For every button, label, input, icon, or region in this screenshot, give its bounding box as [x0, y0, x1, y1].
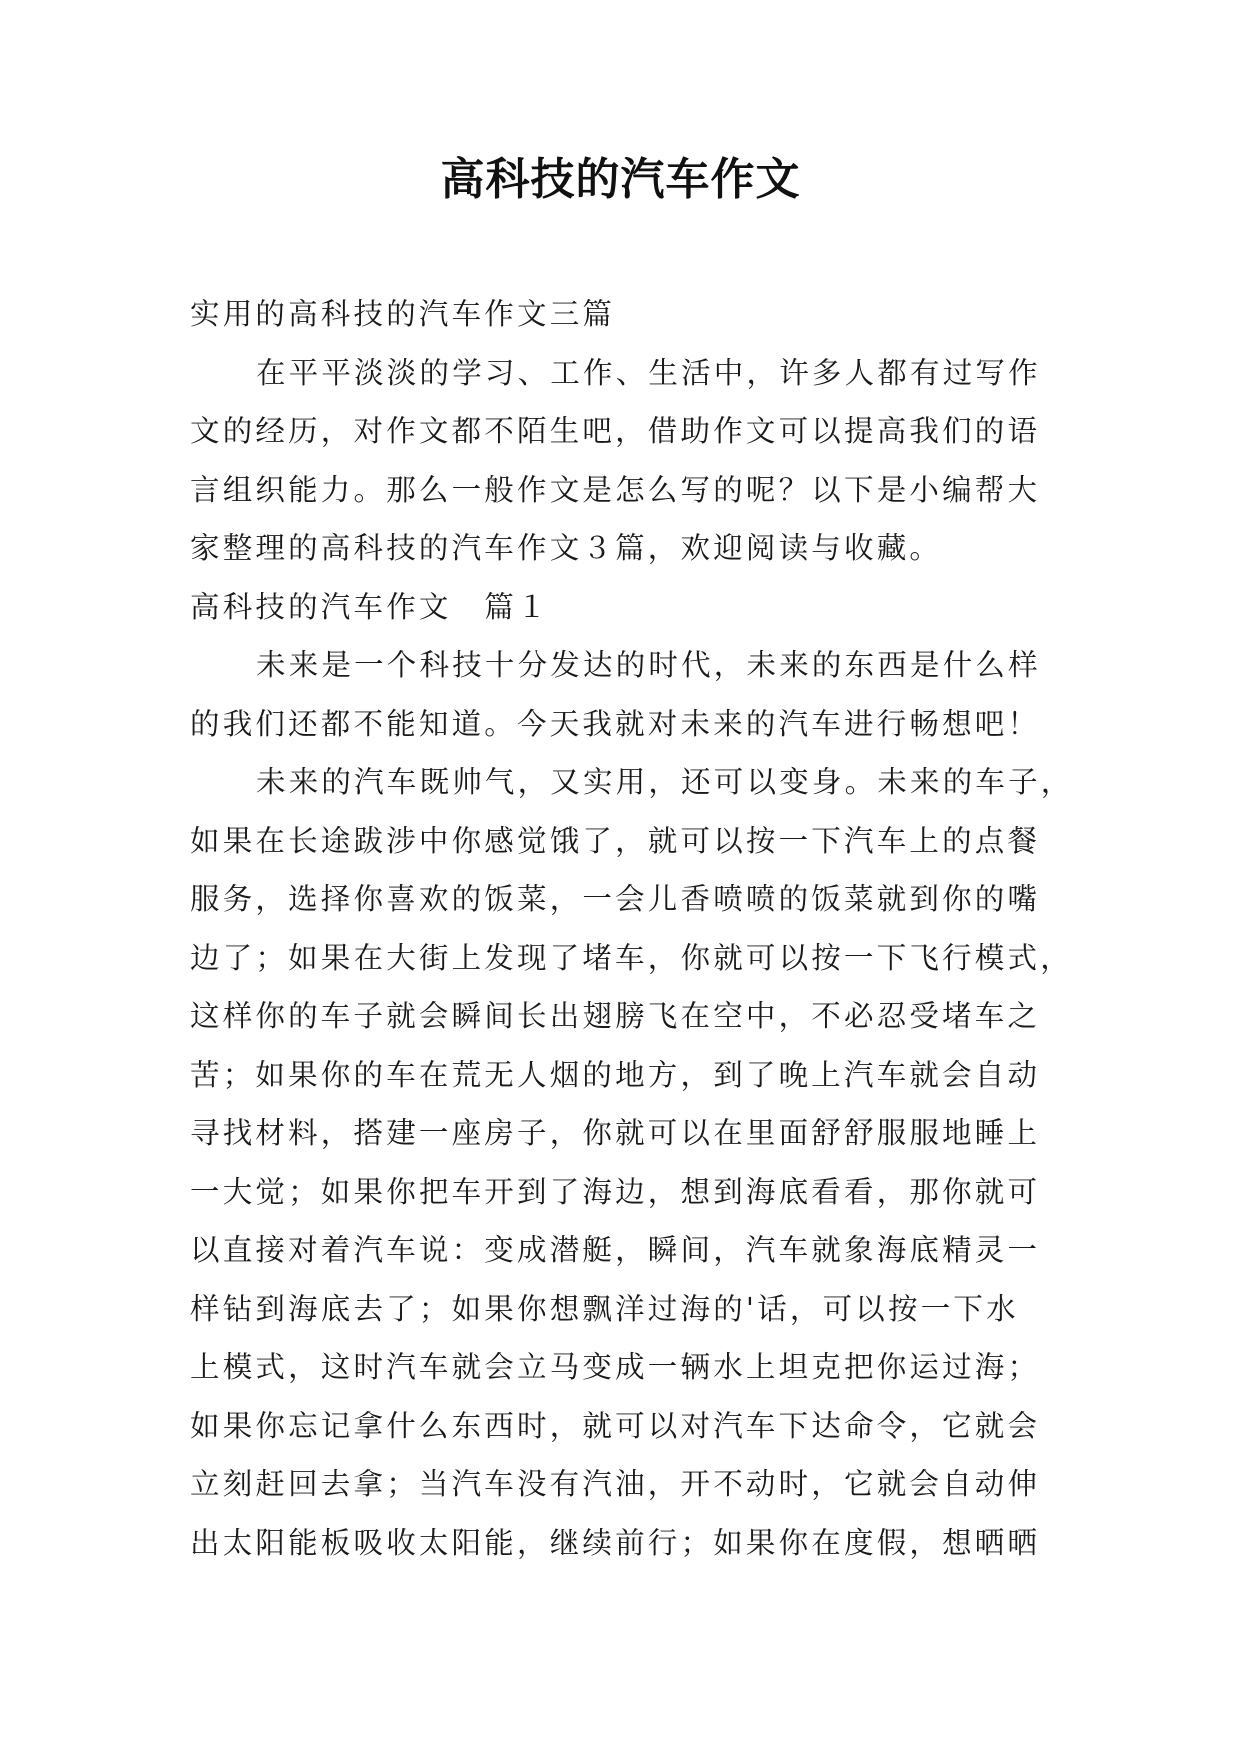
text-line: 上模式，这时汽车就会立马变成一辆水上坦克把你运过海； — [190, 1350, 1041, 1384]
text-line: 边了；如果在大街上发现了堵车，你就可以按一下飞行模式， — [190, 940, 1073, 975]
text-line: 寻找材料，搭建一座房子，你就可以在里面舒舒服服地睡上 — [190, 1116, 1041, 1150]
text-line: 高科技的汽车作文 篇１ — [190, 589, 550, 624]
text-line: 言组织能力。那么一般作文是怎么写的呢？以下是小编帮大 — [190, 472, 1041, 507]
text-line: 以直接对着汽车说：变成潜艇，瞬间，汽车就象海底精灵一 — [190, 1233, 1041, 1267]
text-line: 的我们还都不能知道。今天我就对未来的汽车进行畅想吧！ — [190, 706, 1041, 741]
text-line: 一大觉；如果你把车开到了海边，想到海底看看，那你就可 — [190, 1174, 1041, 1209]
text-line: 文的经历，对作文都不陌生吧，借助作文可以提高我们的语 — [190, 414, 1041, 448]
text-line: 家整理的高科技的汽车作文３篇，欢迎阅读与收藏。 — [190, 531, 943, 565]
text-line: 未来的汽车既帅气，又实用，还可以变身。未来的车子， — [256, 765, 1074, 799]
text-line: 服务，选择你喜欢的饭菜，一会儿香喷喷的饭菜就到你的嘴 — [190, 882, 1041, 916]
text-line: 立刻赶回去拿；当汽车没有汽油，开不动时，它就会自动伸 — [190, 1467, 1041, 1501]
document-title: 高科技的汽车作文 — [440, 154, 801, 205]
text-line: 苦；如果你的车在荒无人烟的地方，到了晚上汽车就会自动 — [190, 1057, 1041, 1092]
text-line: 这样你的车子就会瞬间长出翅膀飞在空中，不必忍受堵车之 — [190, 999, 1041, 1033]
text-line: 如果你忘记拿什么东西时，就可以对汽车下达命令，它就会 — [190, 1408, 1041, 1443]
document-body — [190, 285, 1074, 1572]
text-line: 实用的高科技的汽车作文三篇 — [190, 297, 616, 331]
text-line: 如果在长途跋涉中你感觉饿了，就可以按一下汽车上的点餐 — [190, 823, 1041, 858]
text-line: 未来是一个科技十分发达的时代，未来的东西是什么样 — [256, 648, 1041, 682]
text-line: 样钻到海底去了；如果你想飘洋过海的'话，可以按一下水 — [190, 1291, 1019, 1326]
text-line: 在平平淡淡的学习、工作、生活中，许多人都有过写作 — [256, 355, 1041, 390]
text-line: 出太阳能板吸收太阳能，继续前行；如果你在度假，想晒晒 — [190, 1525, 1041, 1560]
